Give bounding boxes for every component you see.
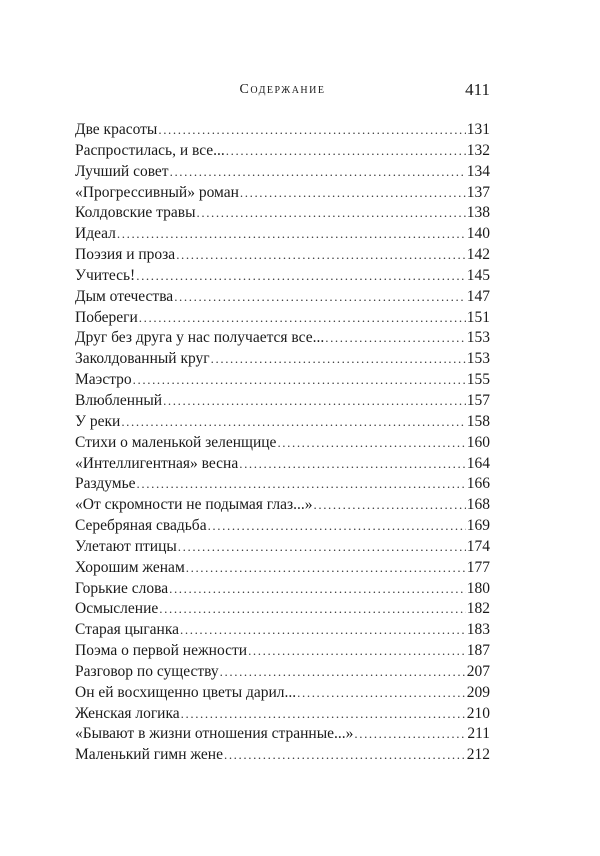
toc-entry-page: 131 [466, 121, 490, 138]
toc-dot-leader [176, 245, 466, 266]
toc-entry-page: 155 [466, 371, 490, 389]
toc-dot-leader [159, 599, 465, 620]
toc-entry [75, 245, 490, 266]
toc-entry-page: 140 [466, 225, 490, 243]
toc-entry [75, 537, 490, 558]
toc-dot-leader [208, 516, 466, 537]
toc-dot-leader [354, 724, 466, 745]
toc-dot-leader [277, 433, 465, 454]
toc-dot-leader [181, 704, 466, 725]
toc-entry-page: 209 [466, 683, 490, 701]
toc-entry-title: Поэма о первой нежности [75, 642, 248, 660]
toc-dot-leader [178, 537, 466, 558]
toc-entry [75, 724, 490, 745]
toc-entry [75, 162, 490, 183]
toc-entry-page: 164 [466, 454, 490, 472]
toc-entry-title: Маэстро [75, 371, 132, 389]
toc-entry [75, 224, 490, 245]
page-header [75, 80, 490, 102]
toc-entry [75, 370, 490, 391]
toc-entry-page: 158 [466, 412, 490, 430]
toc-entry-title: Раздумье [75, 475, 136, 493]
toc-entry-title: Горькие слова [75, 579, 169, 597]
toc-entry-page: 153 [466, 350, 490, 368]
toc-dot-leader [133, 370, 466, 391]
toc-dot-leader [197, 203, 466, 224]
toc-entry [75, 662, 490, 683]
toc-dot-leader [180, 620, 466, 641]
toc-entry [75, 203, 490, 224]
toc-dot-leader [314, 495, 466, 516]
toc-entry-page: 177 [466, 558, 490, 576]
toc-entry-title: Дым отечества [75, 287, 174, 305]
toc-entry-title: Побереги [75, 308, 138, 326]
toc-entry-title: «От скромности не подымая глаз...» [75, 496, 313, 514]
toc-entry-title: Улетают птицы [75, 537, 177, 555]
toc-entry-title: Поэзия и проза [75, 246, 176, 264]
toc-entry-page: 174 [466, 537, 490, 555]
toc-entry [75, 474, 490, 495]
toc-entry-page: 211 [467, 725, 490, 743]
toc-entry-title: Заколдованный круг [75, 350, 210, 368]
toc-entry [75, 433, 490, 454]
toc-entry-page: 180 [466, 579, 490, 597]
toc-entry [75, 266, 490, 287]
toc-dot-leader [170, 162, 466, 183]
toc-entry [75, 412, 490, 433]
toc-dot-leader [174, 287, 466, 308]
toc-entry-title: «Интеллигентная» весна [75, 454, 239, 472]
toc-dot-leader [186, 558, 466, 579]
toc-entry-page: 151 [466, 308, 490, 326]
toc-entry-title: Лучший совет [75, 162, 169, 180]
toc-entry-title: «Прогрессивный» роман [75, 183, 239, 201]
toc-entry [75, 620, 490, 641]
toc-entry-page: 210 [466, 704, 490, 722]
toc-entry-title: Хорошим женам [75, 558, 185, 576]
toc-entry-page: 160 [466, 433, 490, 451]
toc-entry-page: 137 [466, 183, 490, 201]
toc-entry-page: 168 [466, 496, 490, 514]
toc-dot-leader [136, 266, 466, 287]
toc-dot-leader [220, 662, 466, 683]
toc-dot-leader [121, 412, 465, 433]
toc-entry-title: Распростилась, и все... [75, 141, 225, 159]
toc-entry [75, 516, 490, 537]
toc-entry [75, 745, 490, 766]
toc-entry [75, 120, 490, 141]
toc-dot-leader [248, 641, 466, 662]
toc-entry-title: «Бывают в жизни отношения странные...» [75, 725, 354, 743]
toc-entry-page: 187 [466, 642, 490, 660]
toc-dot-leader [163, 391, 466, 412]
toc-entry [75, 308, 490, 329]
toc-entry-title: Стихи о маленькой зеленщице [75, 433, 277, 451]
toc-entry-title: Старая цыганка [75, 621, 180, 639]
toc-entry-page: 183 [466, 621, 490, 639]
toc-dot-leader [211, 349, 466, 370]
toc-entry [75, 558, 490, 579]
toc-entry-page: 134 [466, 162, 490, 180]
toc-dot-leader [137, 474, 466, 495]
toc-entry [75, 704, 490, 725]
toc-entry-page: 157 [466, 391, 490, 409]
toc-entry-title: Разговор по существу [75, 662, 219, 680]
toc-dot-leader [239, 454, 466, 475]
toc-entry-page: 138 [466, 204, 490, 222]
toc-dot-leader [325, 328, 466, 349]
toc-entry-title: Маленький гимн жене [75, 746, 223, 764]
toc-entry-page: 147 [466, 287, 490, 305]
toc-entry [75, 391, 490, 412]
toc-entry-page: 182 [466, 600, 490, 618]
toc-entry-page: 169 [466, 517, 490, 535]
running-title: Содержание [239, 82, 326, 97]
toc-entry-title: Серебряная свадьба [75, 517, 207, 535]
toc-entry [75, 495, 490, 516]
toc-entry [75, 183, 490, 204]
toc-entry-title: Женская логика [75, 704, 180, 722]
toc-entry [75, 328, 490, 349]
toc-entry [75, 579, 490, 600]
toc-entry-title: Он ей восхищенно цветы дарил... [75, 683, 297, 701]
toc-entry-title: Осмысление [75, 600, 159, 618]
toc-entry-page: 153 [466, 329, 490, 347]
toc-entry-title: Влюбленный [75, 391, 163, 409]
toc-entry [75, 683, 490, 704]
toc-dot-leader [297, 683, 466, 704]
toc-entry [75, 141, 490, 162]
toc-entry-page: 132 [466, 141, 490, 159]
toc-entry [75, 641, 490, 662]
toc-entry-page: 207 [466, 662, 490, 680]
toc-entry [75, 349, 490, 370]
toc-entry [75, 287, 490, 308]
toc-entry-title: Учитесь! [75, 266, 136, 284]
toc-entry-title: Друг без друга у нас получается все... [75, 329, 325, 347]
toc-entry-page: 145 [466, 266, 490, 284]
toc-dot-leader [169, 579, 466, 600]
toc-entry [75, 599, 490, 620]
toc-dot-leader [139, 308, 466, 329]
toc-dot-leader [224, 745, 466, 766]
toc-entry-title: Колдовские травы [75, 204, 196, 222]
toc-entry-title: Идеал [75, 225, 116, 243]
toc-entry-page: 166 [466, 475, 490, 493]
toc-entry [75, 454, 490, 475]
toc-entry-title: Две красоты [75, 121, 158, 138]
page-number: 411 [465, 80, 490, 99]
toc-entry-title: У реки [75, 412, 121, 430]
toc-dot-leader [240, 183, 466, 204]
table-of-contents [75, 120, 490, 766]
toc-dot-leader [117, 224, 466, 245]
toc-entry-page: 142 [466, 246, 490, 264]
toc-dot-leader [226, 141, 466, 162]
toc-entry-page: 212 [466, 746, 490, 764]
toc-dot-leader [158, 120, 465, 141]
